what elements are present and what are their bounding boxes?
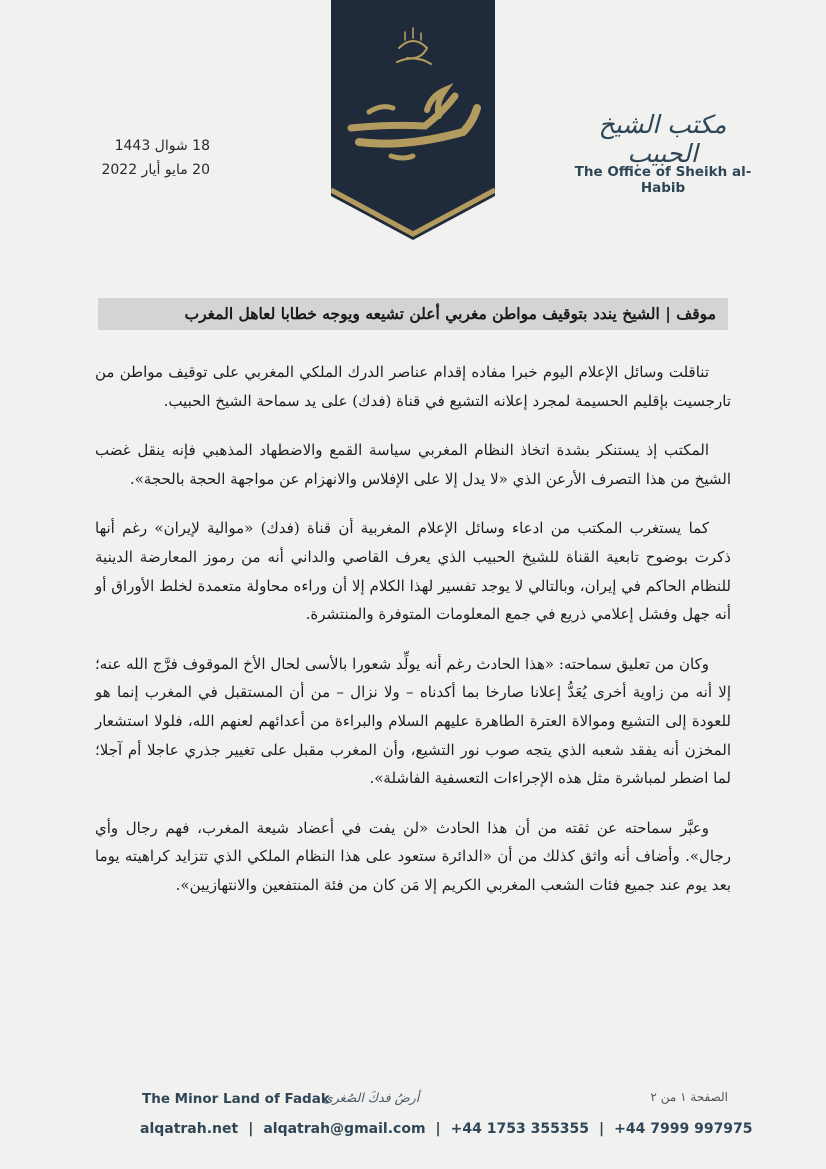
phone-2[interactable]: +44 7999 997975 [614, 1121, 753, 1137]
paragraph: وعبَّر سماحته عن ثقته من أن هذا الحادث «لن يفت في أعضاد شيعة المغرب، فهم رجال وأي رجال». وأضاف أنه واثق كذلك من أن «الدائرة ستعود على هذا النظام الملكي الذي تتزايد كراهيته يوما بعد يوم عند جميع فئات الشعب المغربي الكريم إلا مَن كان من فئة المنتفعين والانتهازيين». [95, 818, 731, 894]
separator: | [248, 1121, 254, 1137]
date-gregorian: 20 مايو أيار 2022 [101, 162, 210, 178]
separator: | [599, 1121, 605, 1137]
website-link[interactable]: alqatrah.net [140, 1121, 239, 1137]
footer-channel-english: The Minor Land of Fadak [142, 1091, 330, 1107]
page-number: الصفحة ١ من ٢ [650, 1090, 728, 1104]
paragraph: وكان من تعليق سماحته: «هذا الحادث رغم أنه يولِّد شعورا بالأسى لحال الأخ الموقوف فرَّج الله عنه؛ إلا أنه من زاوية أخرى يُعَدُّ إعلانا صارخا بما أكدناه – ولا نزال – من أن المستقبل في المغرب إنما هو للعودة إلى التشيع وموالاة العترة الطاهرة عليهم السلام والبراءة من أعدائهم لعنهم الله، فلولا استشعار المخزن أنه يفقد شعبه الذي يتجه صوب نور التشيع، وأن المغرب مقبل على تغيير جذري عاجلا أم آجلا؛ لما اضطر لمباشرة مثل هذه الإجراءات التعسفية الفاشلة». [95, 654, 731, 788]
paragraph: تناقلت وسائل الإعلام اليوم خبرا مفاده إقدام عناصر الدرك الملكي المغربي على توقيف مواطن من تارجسيت بإقليم الحسيمة لمجرد إعلانه التشيع في قناة (فدك) على يد سماحة الشيخ الحبيب. [95, 363, 731, 410]
date-hijri: 18 شوال 1443 [114, 138, 210, 154]
phone-1[interactable]: +44 1753 355355 [450, 1121, 590, 1137]
email-link[interactable]: alqatrah@gmail.com [263, 1121, 426, 1137]
paragraph: المكتب إذ يستنكر بشدة اتخاذ النظام المغربي سياسة القمع والاضطهاد المذهبي فإنه ينقل غضب الشيخ من هذا التصرف الأرعن الذي «لا يدل إلا على الإفلاس والانهزام عن مواجهة الحجة بالحجة». [95, 441, 731, 488]
document-body [95, 358, 731, 921]
office-name-arabic: مكتب الشيخ الحبيب [598, 110, 727, 168]
separator: | [435, 1121, 441, 1137]
office-name-english: The Office of Sheikh al-Habib [574, 164, 752, 196]
footer-contacts [140, 1121, 753, 1137]
document-title: موقف | الشيخ يندد بتوقيف مواطن مغربي أعلن تشيعه ويوجه خطابا لعاهل المغرب [184, 304, 716, 323]
footer-top-row [138, 1088, 728, 1112]
title-bar [98, 298, 728, 330]
paragraph: كما يستغرب المكتب من ادعاء وسائل الإعلام المغربية أن قناة (فدك) «موالية لإيران» رغم أنها ذكرت بوضوح تابعية القناة للشيخ الحبيب الذي يعرف القاصي والداني أنه من رموز المعارضة الدينية للنظام الحاكم في إيران، وبالتالي لا يوجد تفسير لهذا الكلام إلا أن وراءه محاولة متعمدة لخلط الأوراق أو أنه جهل وفشل إعلامي ذريع في جمع المعلومات المتوفرة والمنتشرة. [95, 519, 731, 624]
footer-channel-arabic: أرضُ فدكَ الصُغرى [323, 1090, 420, 1105]
logo-banner [331, 0, 495, 240]
date-block [60, 134, 210, 182]
